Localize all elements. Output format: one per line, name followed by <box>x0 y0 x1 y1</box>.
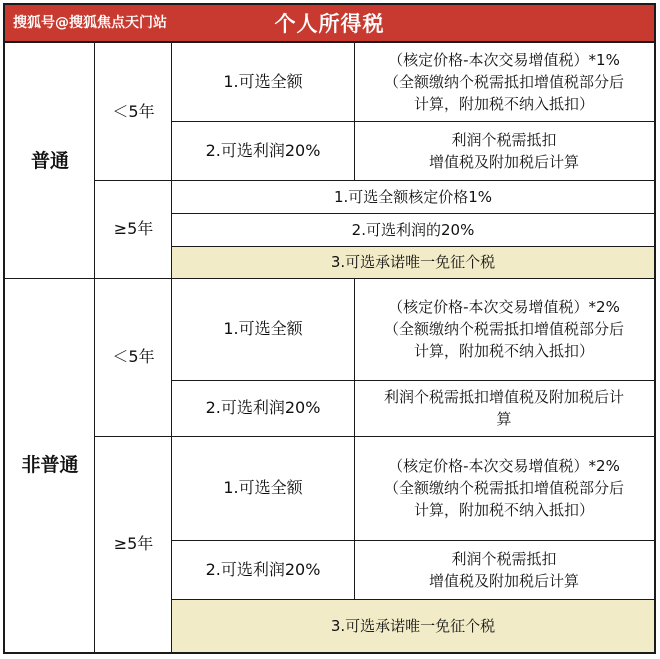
title-bar <box>5 5 654 43</box>
table-title: 个人所得税 <box>274 12 385 36</box>
nonordinary-ge5-opt2-text: 2.可选利润20% <box>205 559 321 579</box>
nonordinary-ge5-period <box>95 436 172 652</box>
ordinary-lt5-opt1-label <box>172 43 354 121</box>
nonordinary-ge5-opt2-desc <box>354 540 654 599</box>
hline-section <box>5 278 654 279</box>
hline-o-lt5-mid <box>171 121 654 122</box>
category-ordinary <box>5 43 95 278</box>
ordinary-lt5-opt2-label <box>172 121 354 180</box>
ordinary-ge5-option1-text: 1.可选全额核定价格1% <box>333 187 493 206</box>
nonordinary-lt5-opt2-desc <box>354 380 654 436</box>
category-nonordinary <box>5 278 95 652</box>
nonordinary-ge5-option3 <box>172 599 654 652</box>
nonordinary-ge5-option3-text: 3.可选承诺唯一免征个税 <box>330 616 496 635</box>
nonordinary-ge5-opt1-desc <box>354 436 654 540</box>
vline-ordinary-lt5 <box>354 43 355 180</box>
nonordinary-ge5-opt1-text: 1.可选全额 <box>223 478 303 497</box>
ordinary-lt5-opt2-text: 2.可选利润20% <box>205 140 321 160</box>
ordinary-ge5-option1 <box>172 180 654 213</box>
ordinary-ge5-option3 <box>172 246 654 278</box>
watermark: 搜狐号@搜狐焦点天门站 <box>13 15 167 31</box>
hline-o-ge5-2 <box>171 246 654 247</box>
nonordinary-lt5-opt1-desc <box>354 278 654 380</box>
category-ordinary-label: 普通 <box>30 149 69 172</box>
vline-nonordinary <box>354 278 355 599</box>
hline-ordinary-split <box>94 180 654 181</box>
nonordinary-ge5-opt2-label <box>172 540 354 599</box>
ordinary-ge5-option2-text: 2.可选利润的20% <box>351 220 475 239</box>
category-nonordinary-label: 非普通 <box>21 454 79 476</box>
hline-n-lt5-mid <box>171 380 654 381</box>
hline-nonordinary-split <box>94 436 654 437</box>
ordinary-lt5-opt2-desc-text: 利润个税需抵扣 增值税及附加税后计算 <box>428 130 579 171</box>
nonordinary-lt5-opt2-desc-text: 利润个税需抵扣增值税及附加税后计 算 <box>383 388 624 428</box>
ordinary-ge5-period <box>95 180 172 278</box>
nonordinary-lt5-opt1-text: 1.可选全额 <box>223 319 303 338</box>
nonordinary-lt5-opt1-label <box>172 278 354 380</box>
nonordinary-ge5-label: ≥5年 <box>113 534 154 553</box>
nonordinary-lt5-label: ＜5年 <box>112 347 155 366</box>
nonordinary-ge5-opt2-desc-text: 利润个税需抵扣 增值税及附加税后计算 <box>428 549 579 590</box>
ordinary-lt5-label: ＜5年 <box>112 101 155 121</box>
nonordinary-lt5-opt2-label <box>172 380 354 436</box>
nonordinary-ge5-opt1-desc-text: （核定价格-本次交易增值税）*2% （全额缴纳个税需抵扣增值税部分后 计算，附加税不纳入抵扣） <box>383 457 624 519</box>
ordinary-ge5-label: ≥5年 <box>113 219 154 238</box>
ordinary-lt5-opt1-desc-text: （核定价格-本次交易增值税）*1% （全额缴纳个税需抵扣增值税部分后 计算，附加税不纳入抵扣） <box>383 51 624 113</box>
vline-category <box>94 43 95 652</box>
ordinary-lt5-opt2-desc <box>354 121 654 180</box>
tax-table <box>3 3 656 654</box>
nonordinary-lt5-opt1-desc-text: （核定价格-本次交易增值税）*2% （全额缴纳个税需抵扣增值税部分后 计算，附加税不纳入抵扣） <box>383 298 624 360</box>
nonordinary-ge5-opt1-label <box>172 436 354 540</box>
ordinary-lt5-opt1-text: 1.可选全额 <box>223 72 303 91</box>
ordinary-ge5-option2 <box>172 213 654 246</box>
hline-o-ge5-1 <box>171 213 654 214</box>
nonordinary-lt5-period <box>95 278 172 436</box>
vline-period <box>171 43 172 652</box>
ordinary-ge5-option3-text: 3.可选承诺唯一免征个税 <box>330 253 496 271</box>
hline-n-ge5-mid <box>171 540 654 541</box>
hline-n-ge5-bottom <box>171 599 654 600</box>
nonordinary-lt5-opt2-text: 2.可选利润20% <box>205 398 321 417</box>
ordinary-lt5-period <box>95 43 172 180</box>
ordinary-lt5-opt1-desc <box>354 43 654 121</box>
